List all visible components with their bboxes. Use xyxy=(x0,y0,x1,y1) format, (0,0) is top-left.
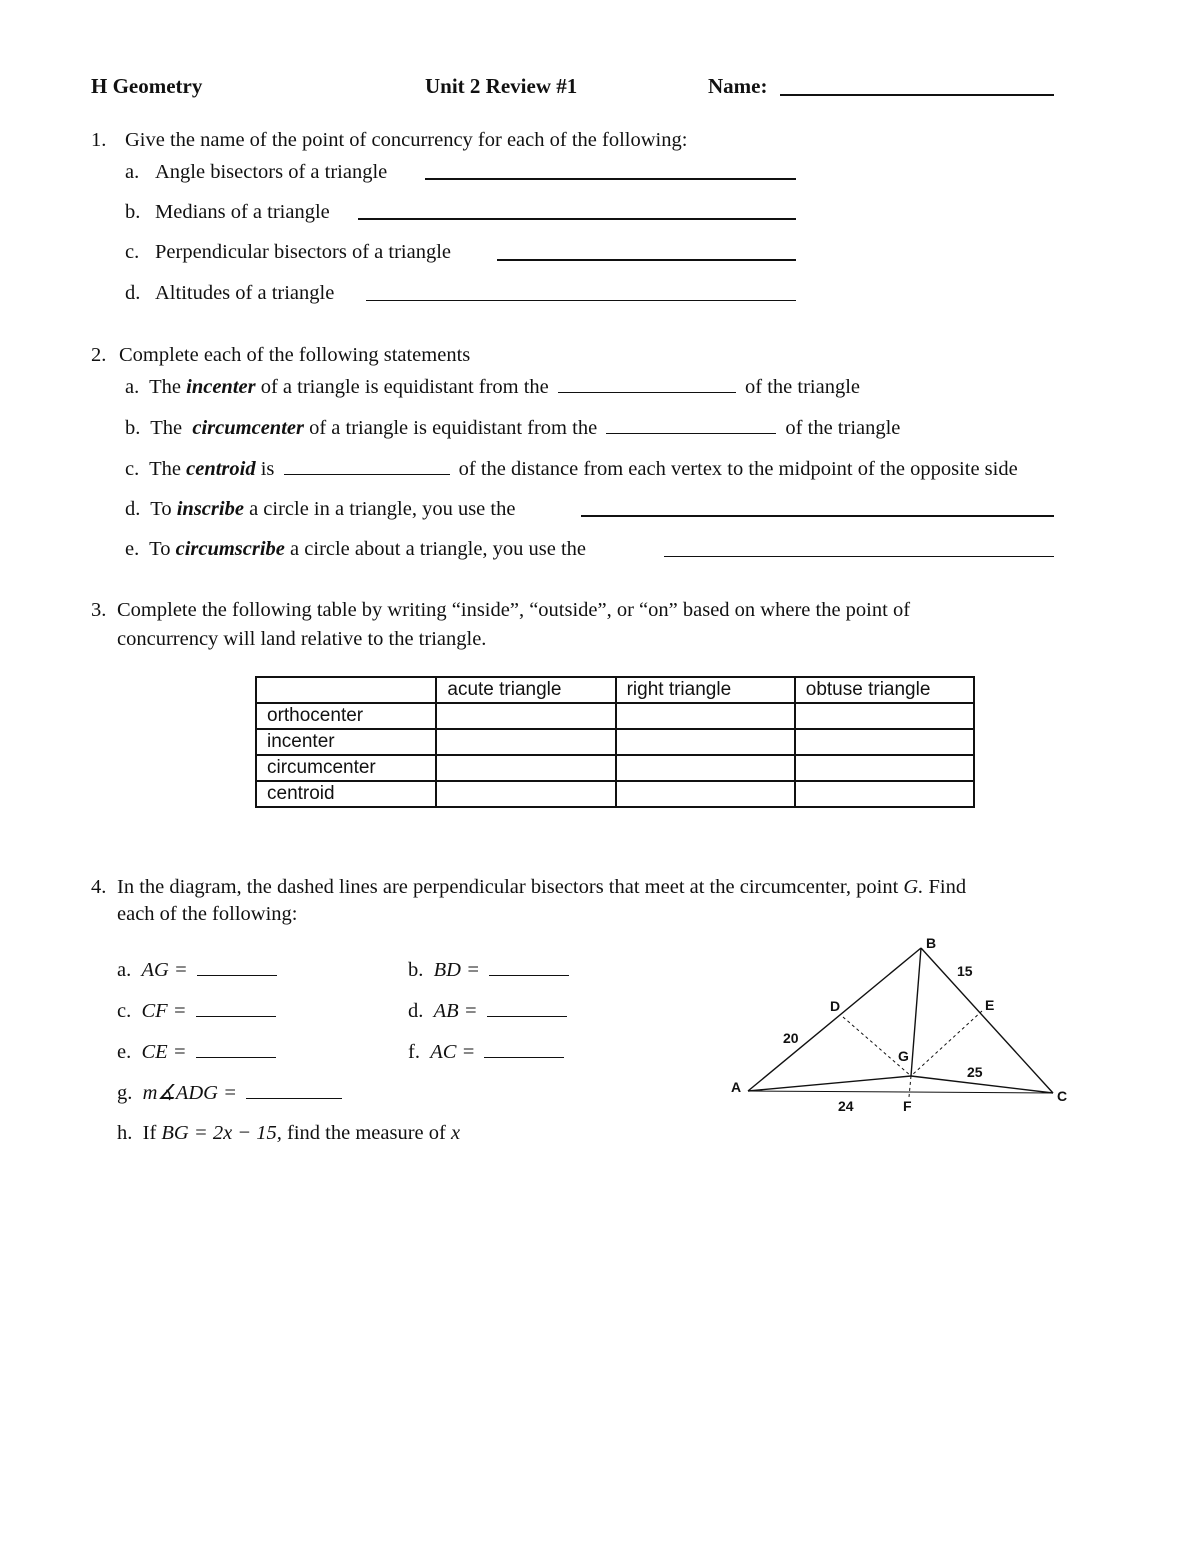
q2b-statement xyxy=(125,415,900,440)
table-cell[interactable] xyxy=(795,755,974,781)
table-header-row xyxy=(256,677,974,703)
table-cell[interactable] xyxy=(616,755,795,781)
q4f-letter: f. xyxy=(408,1041,420,1063)
q4g xyxy=(117,1080,346,1105)
name-line[interactable] xyxy=(780,94,1054,96)
q3-number: 3. xyxy=(91,599,107,621)
q4a-blank[interactable] xyxy=(197,957,277,976)
q4g-letter: g. xyxy=(117,1082,133,1104)
table-cell[interactable] xyxy=(436,729,615,755)
q1a-answer-line[interactable] xyxy=(425,178,796,180)
length-label-24: 24 xyxy=(838,1098,854,1114)
q2e-term: circumscribe xyxy=(175,538,285,560)
q2b-post: of the triangle xyxy=(785,417,901,439)
q4h-expr: BG = 2x − 15, xyxy=(161,1122,282,1144)
side-ac xyxy=(748,1091,1053,1093)
table-row xyxy=(256,703,974,729)
table-cell[interactable] xyxy=(616,729,795,755)
q4d-blank[interactable] xyxy=(487,998,567,1017)
q2b-mid: of a triangle is equidistant from the xyxy=(309,417,598,439)
table-cell[interactable] xyxy=(795,729,974,755)
row-label-orthocenter: orthocenter xyxy=(256,703,436,729)
q4h-letter: h. xyxy=(117,1122,133,1144)
q2-number: 2. xyxy=(91,344,107,366)
table-cell[interactable] xyxy=(436,703,615,729)
table-header-right: right triangle xyxy=(616,677,795,703)
segment-bg xyxy=(911,948,921,1076)
bisector-fg xyxy=(909,1076,911,1097)
point-label-f: F xyxy=(903,1098,912,1114)
concurrency-table xyxy=(255,676,975,808)
q2a-term: incenter xyxy=(186,376,256,398)
q2e-statement xyxy=(125,537,586,561)
q1b-text: Medians of a triangle xyxy=(155,201,330,223)
row-label-circumcenter: circumcenter xyxy=(256,755,436,781)
q2b-term: circumcenter xyxy=(192,417,304,439)
q2a-pre: The xyxy=(149,376,181,398)
q4a xyxy=(117,957,281,982)
q1c-text: Perpendicular bisectors of a triangle xyxy=(155,241,451,263)
q4a-letter: a. xyxy=(117,959,132,981)
q2a-answer-blank[interactable] xyxy=(558,374,736,393)
q4c-letter: c. xyxy=(117,1000,132,1022)
q2c-post: of the distance from each vertex to the midpoint of the opposite side xyxy=(458,458,1018,480)
table-cell[interactable] xyxy=(616,703,795,729)
q1d-letter: d. xyxy=(125,282,141,304)
q4-line1-post: Find xyxy=(928,876,967,898)
segment-ag xyxy=(748,1076,911,1091)
row-label-centroid: centroid xyxy=(256,781,436,807)
side-bc xyxy=(921,948,1053,1093)
q4g-expr: m∡ADG = xyxy=(142,1082,237,1104)
q2d-letter: d. xyxy=(125,498,141,520)
point-label-c: C xyxy=(1057,1088,1068,1104)
q2b-letter: b. xyxy=(125,417,141,439)
q4h-var: x xyxy=(450,1122,461,1144)
triangle-diagram xyxy=(720,925,1080,1125)
q2d-statement xyxy=(125,497,515,521)
q4d-expr: AB = xyxy=(433,1000,478,1022)
point-label-a: A xyxy=(731,1079,742,1095)
q1-prompt: Give the name of the point of concurrency for each of the following: xyxy=(125,129,688,151)
q2a-letter: a. xyxy=(125,376,140,398)
q3-line1: Complete the following table by writing “inside”, “outside”, or “on” based on where the point of xyxy=(117,599,911,621)
row-label-incenter: incenter xyxy=(256,729,436,755)
point-label-d: D xyxy=(830,998,841,1014)
q2a-statement xyxy=(125,374,860,399)
table-header-obtuse: obtuse triangle xyxy=(795,677,974,703)
q2c-pre: The xyxy=(149,458,181,480)
bisector-dg xyxy=(843,1017,911,1076)
table-header-acute: acute triangle xyxy=(436,677,615,703)
q2-prompt: Complete each of the following statements xyxy=(119,344,471,366)
q4-line1-pre: In the diagram, the dashed lines are perpendicular bisectors that meet at the circumcenter, point xyxy=(117,876,899,898)
q2d-term: inscribe xyxy=(176,498,244,520)
q4b-letter: b. xyxy=(408,959,424,981)
q4c-expr: CF = xyxy=(141,1000,187,1022)
q4f-expr: AC = xyxy=(430,1041,476,1063)
q1c-letter: c. xyxy=(125,241,140,263)
q2d-answer-line[interactable] xyxy=(581,515,1054,517)
table-cell[interactable] xyxy=(436,781,615,807)
q4f-blank[interactable] xyxy=(484,1039,564,1058)
q4e-blank[interactable] xyxy=(196,1039,276,1058)
q2c-letter: c. xyxy=(125,458,140,480)
q2b-answer-blank[interactable] xyxy=(606,415,776,434)
q1d-answer-line[interactable] xyxy=(366,300,796,301)
q1c-answer-line[interactable] xyxy=(497,259,796,261)
length-label-25: 25 xyxy=(967,1064,983,1080)
table-cell[interactable] xyxy=(616,781,795,807)
q4b-blank[interactable] xyxy=(489,957,569,976)
length-label-15: 15 xyxy=(957,963,973,979)
course-title: H Geometry xyxy=(91,74,203,98)
q2e-mid: a circle about a triangle, you use the xyxy=(290,538,587,560)
q3-line2: concurrency will land relative to the triangle. xyxy=(117,628,487,650)
q2c-answer-blank[interactable] xyxy=(284,456,450,475)
q4a-expr: AG = xyxy=(141,959,188,981)
q1d-text: Altitudes of a triangle xyxy=(155,282,335,304)
q2a-post: of the triangle xyxy=(745,376,861,398)
q2e-answer-line[interactable] xyxy=(664,556,1054,557)
q4g-blank[interactable] xyxy=(246,1080,342,1099)
q4-line2: each of the following: xyxy=(117,903,298,925)
q4d xyxy=(408,998,571,1023)
table-row xyxy=(256,755,974,781)
q4c xyxy=(117,998,280,1023)
table-row xyxy=(256,729,974,755)
q4e xyxy=(117,1039,280,1064)
q2c-term: centroid xyxy=(186,458,256,480)
q4b xyxy=(408,957,573,982)
q4-number: 4. xyxy=(91,876,107,898)
q4e-letter: e. xyxy=(117,1041,132,1063)
side-ab xyxy=(748,948,921,1091)
table-row xyxy=(256,781,974,807)
point-label-b: B xyxy=(926,935,937,951)
q1a-text: Angle bisectors of a triangle xyxy=(155,161,388,183)
q1b-letter: b. xyxy=(125,201,141,223)
q1b-answer-line[interactable] xyxy=(358,218,796,220)
table-cell[interactable] xyxy=(795,781,974,807)
q4-line1 xyxy=(117,875,966,899)
unit-title: Unit 2 Review #1 xyxy=(425,74,578,98)
q4d-letter: d. xyxy=(408,1000,424,1022)
table-cell[interactable] xyxy=(795,703,974,729)
table-header-blank xyxy=(256,677,436,703)
q2c-mid: is xyxy=(260,458,275,480)
q2d-pre: To xyxy=(150,498,172,520)
q2b-pre: The xyxy=(150,417,183,439)
table-cell[interactable] xyxy=(436,755,615,781)
q4h-pre: If xyxy=(142,1122,157,1144)
q4e-expr: CE = xyxy=(141,1041,187,1063)
q2e-pre: To xyxy=(149,538,171,560)
q4f xyxy=(408,1039,568,1064)
q2e-letter: e. xyxy=(125,538,140,560)
q4-point: G. xyxy=(903,876,924,898)
q4b-expr: BD = xyxy=(433,959,480,981)
q4h xyxy=(117,1121,460,1145)
q4c-blank[interactable] xyxy=(196,998,276,1017)
point-label-e: E xyxy=(985,997,995,1013)
point-label-g: G xyxy=(898,1048,909,1064)
length-label-20: 20 xyxy=(783,1030,799,1046)
q4h-mid: find the measure of xyxy=(287,1122,446,1144)
name-label: Name: xyxy=(708,74,768,98)
q1a-letter: a. xyxy=(125,161,140,183)
q2a-mid: of a triangle is equidistant from the xyxy=(260,376,549,398)
q2c-statement xyxy=(125,456,1018,481)
q1-number: 1. xyxy=(91,129,107,151)
q2d-mid: a circle in a triangle, you use the xyxy=(249,498,516,520)
